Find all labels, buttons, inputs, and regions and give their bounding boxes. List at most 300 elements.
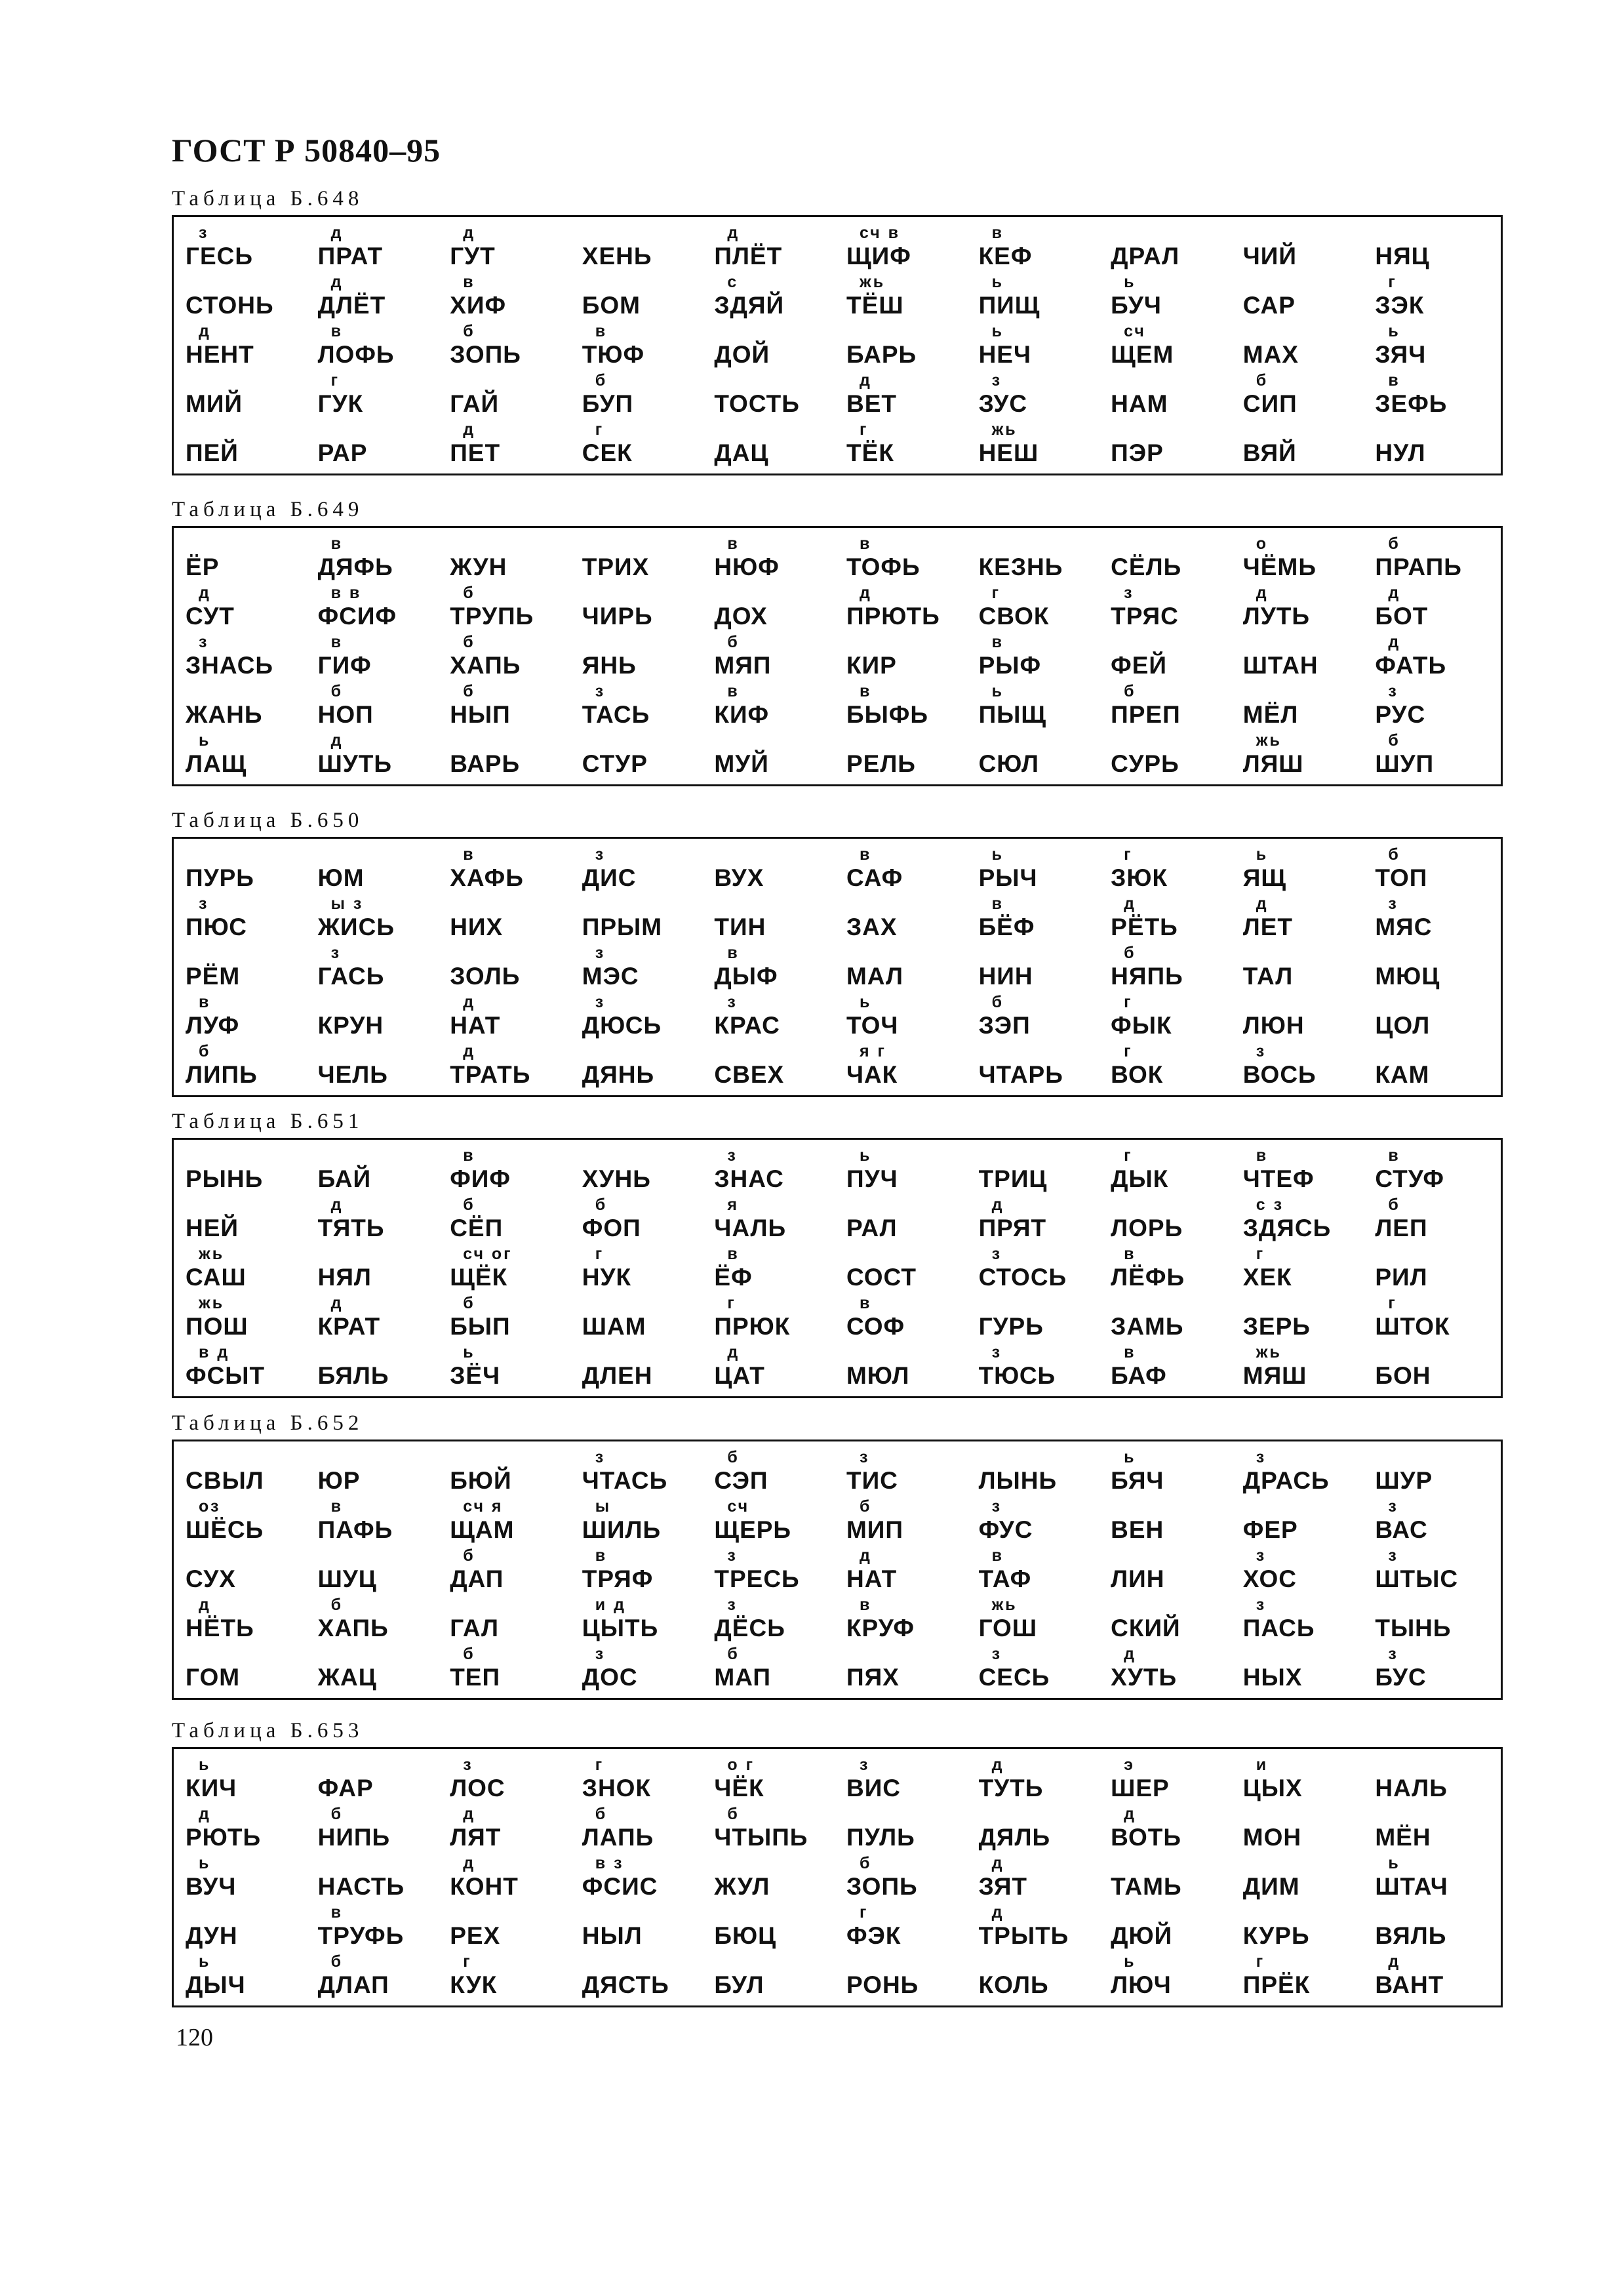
error-mark: в [991, 224, 1004, 242]
table-cell [1104, 944, 1237, 993]
table-row [179, 1497, 1501, 1546]
table-cell [311, 1146, 444, 1196]
table-cell [311, 1497, 444, 1546]
table-cell [311, 1294, 444, 1343]
error-mark: г [595, 1245, 604, 1263]
test-word: ЧЕЛЬ [317, 1061, 388, 1088]
error-mark: в [859, 682, 872, 700]
error-mark: з [991, 371, 1002, 390]
test-word: ДРАСЬ [1242, 1467, 1330, 1494]
table-cell [707, 1952, 840, 2002]
error-mark: з [463, 1756, 473, 1774]
test-word: НАТ [846, 1565, 898, 1592]
test-word: МАХ [1242, 341, 1299, 368]
table-cell [1237, 944, 1369, 993]
table-cell [311, 322, 444, 371]
error-mark: г [330, 371, 340, 390]
error-mark [447, 731, 576, 750]
table-cell [972, 1042, 1105, 1091]
table-cell [972, 1546, 1105, 1596]
test-word: ДЫФ [714, 963, 778, 990]
error-mark [711, 1903, 840, 1922]
table-cell [576, 1854, 708, 1903]
table-caption: Таблица Б.648 [172, 187, 364, 211]
error-mark [1240, 1645, 1369, 1663]
error-mark: з [1388, 1497, 1398, 1516]
error-mark: в [727, 534, 740, 553]
error-mark: д [727, 1343, 740, 1361]
test-word: МЯП [714, 652, 772, 679]
test-word: ЦЫХ [1242, 1775, 1303, 1802]
test-word: ГАЛ [450, 1615, 499, 1641]
table-row [179, 420, 1501, 470]
test-word: БЫФЬ [846, 701, 928, 728]
table-cell [1368, 895, 1501, 944]
test-word: ЧИРЬ [582, 603, 653, 630]
test-word: ЦОЛ [1375, 1012, 1431, 1039]
error-mark: я г [859, 1042, 886, 1060]
table-cell [576, 1546, 708, 1596]
test-word: ПЕЙ [186, 439, 239, 466]
test-word: ГАСЬ [317, 963, 385, 990]
error-mark: з [1388, 1645, 1398, 1663]
error-mark: в [199, 993, 211, 1011]
error-mark [1108, 371, 1237, 390]
error-mark: б [595, 371, 608, 390]
error-mark: г [991, 584, 1000, 602]
table-cell [1237, 682, 1369, 731]
error-mark [844, 1196, 972, 1214]
table-cell [443, 584, 576, 633]
error-mark: в [1388, 1146, 1400, 1165]
table-cell [179, 682, 311, 731]
table-cell [1104, 371, 1237, 420]
test-word: ФЕР [1242, 1516, 1298, 1543]
table-cell [840, 633, 972, 682]
table-cell [443, 1952, 576, 2002]
error-mark: г [1124, 993, 1133, 1011]
test-word: САФ [846, 864, 903, 891]
test-word: ПРЕП [1111, 701, 1181, 728]
test-word: ДОХ [714, 603, 768, 630]
table-row [179, 1042, 1501, 1091]
error-mark [1372, 1805, 1501, 1823]
error-mark: ы з [330, 895, 364, 913]
table-cell [1237, 224, 1369, 273]
test-word: СВЕХ [714, 1061, 785, 1088]
table-caption: Таблица Б.653 [172, 1719, 364, 1742]
test-word: ЗДЯЙ [714, 292, 785, 319]
table-row [179, 1343, 1501, 1392]
test-word: ЛЮЧ [1111, 1971, 1172, 1998]
test-word: НУЛ [1375, 439, 1426, 466]
error-mark: в [595, 322, 608, 340]
test-word: ЖАЦ [317, 1664, 377, 1691]
table-cell [311, 420, 444, 470]
table-cell [840, 1854, 972, 1903]
error-mark: б [330, 1805, 344, 1823]
error-mark: д [199, 1805, 211, 1823]
test-word: СОСТ [846, 1264, 917, 1291]
table-cell [1237, 371, 1369, 420]
table-cell [972, 682, 1105, 731]
error-mark [315, 1343, 444, 1361]
table-row [179, 1952, 1501, 2002]
error-mark [1240, 633, 1369, 651]
error-mark [711, 731, 840, 750]
table-cell [179, 1756, 311, 1805]
error-mark: з [991, 1645, 1002, 1663]
error-mark [1108, 1903, 1237, 1922]
test-word: ХАПЬ [317, 1615, 389, 1641]
test-word: СУРЬ [1111, 750, 1179, 777]
error-mark: б [727, 1645, 740, 1663]
table-cell [311, 1854, 444, 1903]
table-cell [311, 1645, 444, 1694]
table-cell [311, 1756, 444, 1805]
table-cell [840, 993, 972, 1042]
test-word: РЫЧ [978, 864, 1038, 891]
table-cell [840, 322, 972, 371]
error-mark: д [991, 1903, 1004, 1922]
table-cell [707, 1854, 840, 1903]
table-cell [1368, 993, 1501, 1042]
table-cell [707, 1497, 840, 1546]
table-cell [1104, 1805, 1237, 1854]
table-cell [840, 1343, 972, 1392]
error-mark: д [1388, 633, 1401, 651]
test-word: МИП [846, 1516, 903, 1543]
table-cell [840, 224, 972, 273]
table-cell [1237, 633, 1369, 682]
error-mark: д [727, 224, 740, 242]
table-cell [443, 224, 576, 273]
error-mark [1108, 1497, 1237, 1516]
test-word: ТЮСЬ [978, 1362, 1056, 1389]
table-cell [1104, 1294, 1237, 1343]
test-word: СУТ [186, 603, 235, 630]
error-mark [315, 845, 444, 864]
error-mark: д [1124, 1645, 1137, 1663]
word-table [172, 1138, 1503, 1398]
table-cell [179, 1952, 311, 2002]
test-word: СВОК [978, 603, 1050, 630]
table-cell [179, 633, 311, 682]
test-word: ПЛЁТ [714, 243, 783, 270]
table-cell [179, 845, 311, 895]
table-cell [1368, 731, 1501, 780]
table-cell [1104, 1596, 1237, 1645]
test-word: ЩИФ [846, 243, 911, 270]
test-word: ПУРЬ [186, 864, 254, 891]
table-cell [576, 273, 708, 322]
table-cell [179, 420, 311, 470]
error-mark: д [463, 420, 476, 439]
test-word: ГОМ [186, 1664, 241, 1691]
test-word: МИЙ [186, 390, 243, 417]
table-cell [707, 944, 840, 993]
test-word: ДУН [186, 1922, 238, 1949]
error-mark [976, 1294, 1105, 1312]
table-cell [179, 1645, 311, 1694]
error-mark: д [463, 224, 476, 242]
test-word: СТОНЬ [186, 292, 274, 319]
table-cell [311, 371, 444, 420]
table-row [179, 682, 1501, 731]
error-mark: жь [199, 1294, 225, 1312]
table-row [179, 895, 1501, 944]
test-word: ДЁСЬ [714, 1615, 785, 1641]
table-cell [179, 1294, 311, 1343]
table-cell [1237, 895, 1369, 944]
test-word: ФСЫТ [186, 1362, 266, 1389]
table-cell [1237, 1756, 1369, 1805]
error-mark [976, 731, 1105, 750]
error-mark: б [199, 1042, 211, 1060]
test-word: НАСТЬ [317, 1873, 405, 1900]
table-cell [972, 322, 1105, 371]
table-cell [972, 1756, 1105, 1805]
test-word: ТЁШ [846, 292, 904, 319]
table-cell [179, 1805, 311, 1854]
table-cell [1368, 1805, 1501, 1854]
table-cell [443, 682, 576, 731]
error-mark [580, 633, 708, 651]
table-cell [840, 895, 972, 944]
test-word: КОНТ [450, 1873, 519, 1900]
error-mark [580, 1042, 708, 1060]
table-cell [311, 273, 444, 322]
error-mark: г [1388, 1294, 1397, 1312]
test-word: МЮЦ [1375, 963, 1440, 990]
error-mark: з [199, 895, 209, 913]
table-row [179, 993, 1501, 1042]
table-cell [576, 731, 708, 780]
table-cell [1368, 534, 1501, 584]
test-word: ДИМ [1242, 1873, 1300, 1900]
table-cell [1368, 1903, 1501, 1952]
test-word: НЯЛ [317, 1264, 372, 1291]
error-mark: ь [199, 1756, 211, 1774]
table-cell [1104, 1343, 1237, 1392]
test-word: ХЕНЬ [582, 243, 652, 270]
error-mark: б [463, 322, 475, 340]
test-word: ГУРЬ [978, 1313, 1044, 1340]
test-word: СЁЛЬ [1111, 554, 1182, 580]
test-word: ХОС [1242, 1565, 1297, 1592]
test-word: ТЁК [846, 439, 894, 466]
test-word: РЫНЬ [186, 1165, 264, 1192]
error-mark: в [1388, 371, 1400, 390]
table-cell [1368, 1343, 1501, 1392]
test-word: ШТОК [1375, 1313, 1450, 1340]
test-word: ВАНТ [1375, 1971, 1444, 1998]
error-mark [711, 845, 840, 864]
error-mark [183, 682, 311, 700]
test-word: СИП [1242, 390, 1297, 417]
error-mark [315, 1756, 444, 1774]
test-word: ЧЁМЬ [1242, 554, 1317, 580]
error-mark [1108, 1294, 1237, 1312]
table-cell [311, 895, 444, 944]
test-word: ЩЁК [450, 1264, 508, 1291]
test-word: КОЛЬ [978, 1971, 1049, 1998]
test-word: ТРУПЬ [450, 603, 534, 630]
table-cell [311, 1343, 444, 1392]
table-cell [840, 944, 972, 993]
error-mark [1372, 1448, 1501, 1466]
error-mark: з [595, 944, 606, 962]
test-word: ТАЛ [1242, 963, 1294, 990]
test-word: БОН [1375, 1362, 1431, 1389]
table-cell [179, 584, 311, 633]
test-word: БЯЛЬ [317, 1362, 389, 1389]
error-mark: д [991, 1854, 1004, 1872]
table-cell [311, 1042, 444, 1091]
page-number: 120 [176, 2024, 213, 2051]
table-cell [840, 1596, 972, 1645]
table-cell [840, 1952, 972, 2002]
table-cell [707, 1294, 840, 1343]
error-mark [844, 322, 972, 340]
error-mark: д [991, 1196, 1004, 1214]
table-cell [1368, 1245, 1501, 1294]
table-cell [1237, 1805, 1369, 1854]
test-word: ПОШ [186, 1313, 248, 1340]
error-mark: в [595, 1546, 608, 1565]
test-word: ПЫЩ [978, 701, 1047, 728]
table-cell [1237, 1294, 1369, 1343]
error-mark [1240, 1497, 1369, 1516]
table-caption: Таблица Б.649 [172, 498, 364, 521]
error-mark: б [859, 1497, 872, 1516]
table-cell [1237, 1245, 1369, 1294]
error-mark [315, 1245, 444, 1263]
error-mark [183, 371, 311, 390]
table-cell [1368, 273, 1501, 322]
test-word: ЦАТ [714, 1362, 765, 1389]
table-cell [443, 1805, 576, 1854]
table-cell [311, 1952, 444, 2002]
test-word: НЁТЬ [186, 1615, 254, 1641]
error-mark [976, 1448, 1105, 1466]
table-cell [1237, 584, 1369, 633]
table-cell [972, 1645, 1105, 1694]
test-word: ПРЮК [714, 1313, 791, 1340]
table-cell [179, 1854, 311, 1903]
test-word: ШУП [1375, 750, 1435, 777]
error-mark: д [199, 322, 211, 340]
table-cell [707, 1042, 840, 1091]
test-word: ПРАПЬ [1375, 554, 1462, 580]
table-cell [1368, 1596, 1501, 1645]
test-word: СВЫЛ [186, 1467, 264, 1494]
table-cell [311, 1805, 444, 1854]
table-cell [1237, 1196, 1369, 1245]
table-cell [311, 1903, 444, 1952]
test-word: ДЛАП [317, 1971, 389, 1998]
error-mark: з [1256, 1546, 1267, 1565]
test-word: ЗОЛЬ [450, 963, 521, 990]
table-cell [576, 1146, 708, 1196]
table-cell [1237, 1146, 1369, 1196]
error-mark: з [1256, 1448, 1267, 1466]
test-word: ЛОФЬ [317, 341, 395, 368]
error-mark: ь [199, 1952, 211, 1971]
error-mark [1372, 1903, 1501, 1922]
test-word: ТАСЬ [582, 701, 650, 728]
table-cell [311, 1596, 444, 1645]
error-mark: б [463, 633, 475, 651]
error-mark: д [199, 1596, 211, 1614]
error-mark: з [1388, 682, 1398, 700]
table-cell [1368, 1645, 1501, 1694]
error-mark: г [1124, 1042, 1133, 1060]
error-mark: д [859, 371, 872, 390]
error-mark: сч я [463, 1497, 504, 1516]
error-mark [711, 371, 840, 390]
test-word: ЗНАСЬ [186, 652, 274, 679]
table-cell [1104, 895, 1237, 944]
test-word: ТОЧ [846, 1012, 899, 1039]
table-cell [1237, 1854, 1369, 1903]
test-word: ДЮСЬ [582, 1012, 662, 1039]
table-row [179, 1596, 1501, 1645]
test-word: ПРЁК [1242, 1971, 1311, 1998]
error-mark: г [1256, 1245, 1265, 1263]
error-mark: ь [991, 845, 1004, 864]
test-word: ЛУФ [186, 1012, 240, 1039]
test-word: НАЛЬ [1375, 1775, 1448, 1802]
test-word: НЫП [450, 701, 511, 728]
error-mark: в [859, 845, 872, 864]
table-cell [1104, 1756, 1237, 1805]
test-word: ЧИЙ [1242, 243, 1297, 270]
test-word: ТИС [846, 1467, 898, 1494]
error-mark: ь [1124, 273, 1136, 291]
table-cell [707, 1448, 840, 1497]
test-word: МОН [1242, 1824, 1302, 1851]
table-cell [576, 1042, 708, 1091]
table-cell [443, 1294, 576, 1343]
table-cell [1104, 584, 1237, 633]
error-mark: ь [859, 993, 872, 1011]
test-word: МЯС [1375, 914, 1433, 940]
test-word: ДЯНЬ [582, 1061, 655, 1088]
table-block-b648 [172, 182, 1503, 475]
error-mark: з [1388, 1546, 1398, 1565]
error-mark: з [1124, 584, 1134, 602]
error-mark: б [1388, 845, 1400, 864]
error-mark: з [1388, 895, 1398, 913]
table-cell [576, 1343, 708, 1392]
test-word: ТРЫТЬ [978, 1922, 1069, 1949]
error-mark [580, 534, 708, 553]
error-mark [1108, 1546, 1237, 1565]
test-word: КРАС [714, 1012, 780, 1039]
error-mark: б [1124, 944, 1136, 962]
test-word: НИПЬ [317, 1824, 391, 1851]
test-word: ВАРЬ [450, 750, 521, 777]
test-word: ЛИН [1111, 1565, 1165, 1592]
test-word: ФСИФ [317, 603, 397, 630]
table-cell [179, 1596, 311, 1645]
error-mark [1240, 224, 1369, 242]
error-mark [976, 1146, 1105, 1165]
test-word: ПАФЬ [317, 1516, 393, 1543]
error-mark: оз [199, 1497, 221, 1516]
test-word: ГИФ [317, 652, 372, 679]
